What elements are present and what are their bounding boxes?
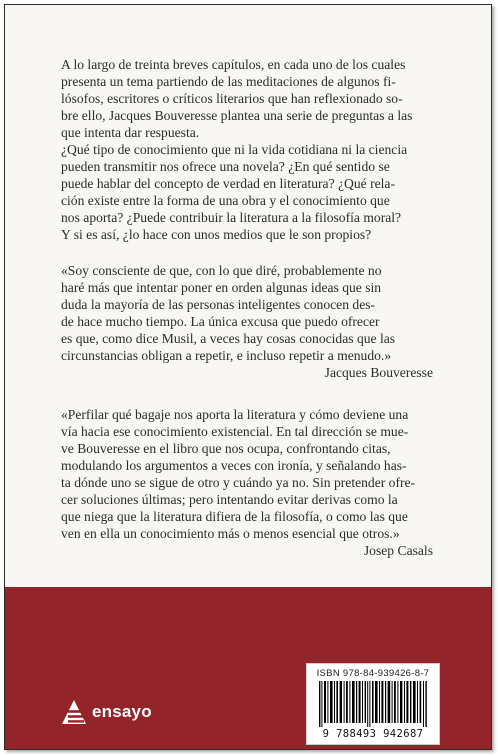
text-line: Y si es así, ¿lo hace con unos medios que le son propios? bbox=[61, 227, 372, 243]
book-back-cover bbox=[4, 4, 492, 750]
text-line: ción existe entre la forma de una obra y el conocimiento que bbox=[61, 193, 390, 209]
quote-block-bouveresse bbox=[61, 262, 433, 381]
text-line: modulando los argumentos a veces con ironía, y señalando has- bbox=[61, 458, 407, 474]
text-line: duda la mayoría de las personas inteligentes conocen des- bbox=[61, 297, 376, 313]
text-line: que niega que la literatura difiera de la filosofía, o como las que bbox=[61, 509, 408, 525]
text-line: circunstancias obligan a repetir, e incluso repetir a menudo.» bbox=[61, 348, 392, 364]
barcode-icon bbox=[317, 681, 429, 727]
quote-attribution: Jacques Bouveresse bbox=[324, 365, 433, 381]
text-line: de hace mucho tiempo. La única excusa que puedo ofrecer bbox=[61, 314, 380, 330]
publisher-logo bbox=[61, 699, 152, 725]
ensayo-logo-icon bbox=[61, 699, 87, 725]
isbn-barcode-box bbox=[306, 663, 440, 745]
text-line: bre ello, Jacques Bouveresse plantea una serie de preguntas a las bbox=[61, 108, 413, 124]
text-line: «Perfilar qué bagaje nos aporta la literatura y cómo deviene una bbox=[61, 407, 409, 422]
publisher-name: ensayo bbox=[92, 702, 152, 721]
text-line: A lo largo de treinta breves capítulos, en cada uno de los cuales bbox=[61, 57, 406, 72]
isbn-label: ISBN 978-84-939426-8-7 bbox=[316, 668, 430, 679]
text-line: cer soluciones últimas; pero intentando evitar derivas como la bbox=[61, 492, 398, 508]
text-line: pueden transmitir nos ofrece una novela? ¿En qué sentido se bbox=[61, 159, 390, 175]
barcode-number: 9 788493 942687 bbox=[322, 728, 424, 740]
quote-attribution: Josep Casals bbox=[363, 543, 433, 559]
synopsis-block bbox=[61, 56, 433, 244]
text-line: ve Bouveresse en el libro que nos ocupa, confrontando citas, bbox=[61, 441, 391, 457]
text-line: ¿Qué tipo de conocimiento que ni la vida cotidiana ni la ciencia bbox=[61, 142, 408, 158]
text-line: nos aporta? ¿Puede contribuir la literatura a la filosofía moral? bbox=[61, 210, 402, 226]
text-line: vía hacia ese conocimiento existencial. En tal dirección se mue- bbox=[61, 424, 409, 440]
text-line: puede hablar del concepto de verdad en literatura? ¿Qué rela- bbox=[61, 176, 395, 192]
text-line: lósofos, escritores o críticos literarios que han reflexionado so- bbox=[61, 91, 403, 107]
text-line: que intenta dar respuesta. bbox=[61, 125, 200, 141]
text-line: «Soy consciente de que, con lo que diré, probablemente no bbox=[61, 263, 382, 278]
text-line: haré más que intentar poner en orden algunas ideas que sin bbox=[61, 280, 382, 296]
quote-block-casals bbox=[61, 406, 433, 559]
text-line: ta dónde uno se sigue de otro y cuándo ya no. Sin pretender ofre- bbox=[61, 475, 416, 491]
text-line: es que, como dice Musil, a veces hay cosas conocidas que las bbox=[61, 331, 396, 347]
text-line: ven en ella un conocimiento más o menos esencial que otros.» bbox=[61, 526, 400, 542]
text-line: presenta un tema partiendo de las meditaciones de algunos fi- bbox=[61, 74, 396, 90]
